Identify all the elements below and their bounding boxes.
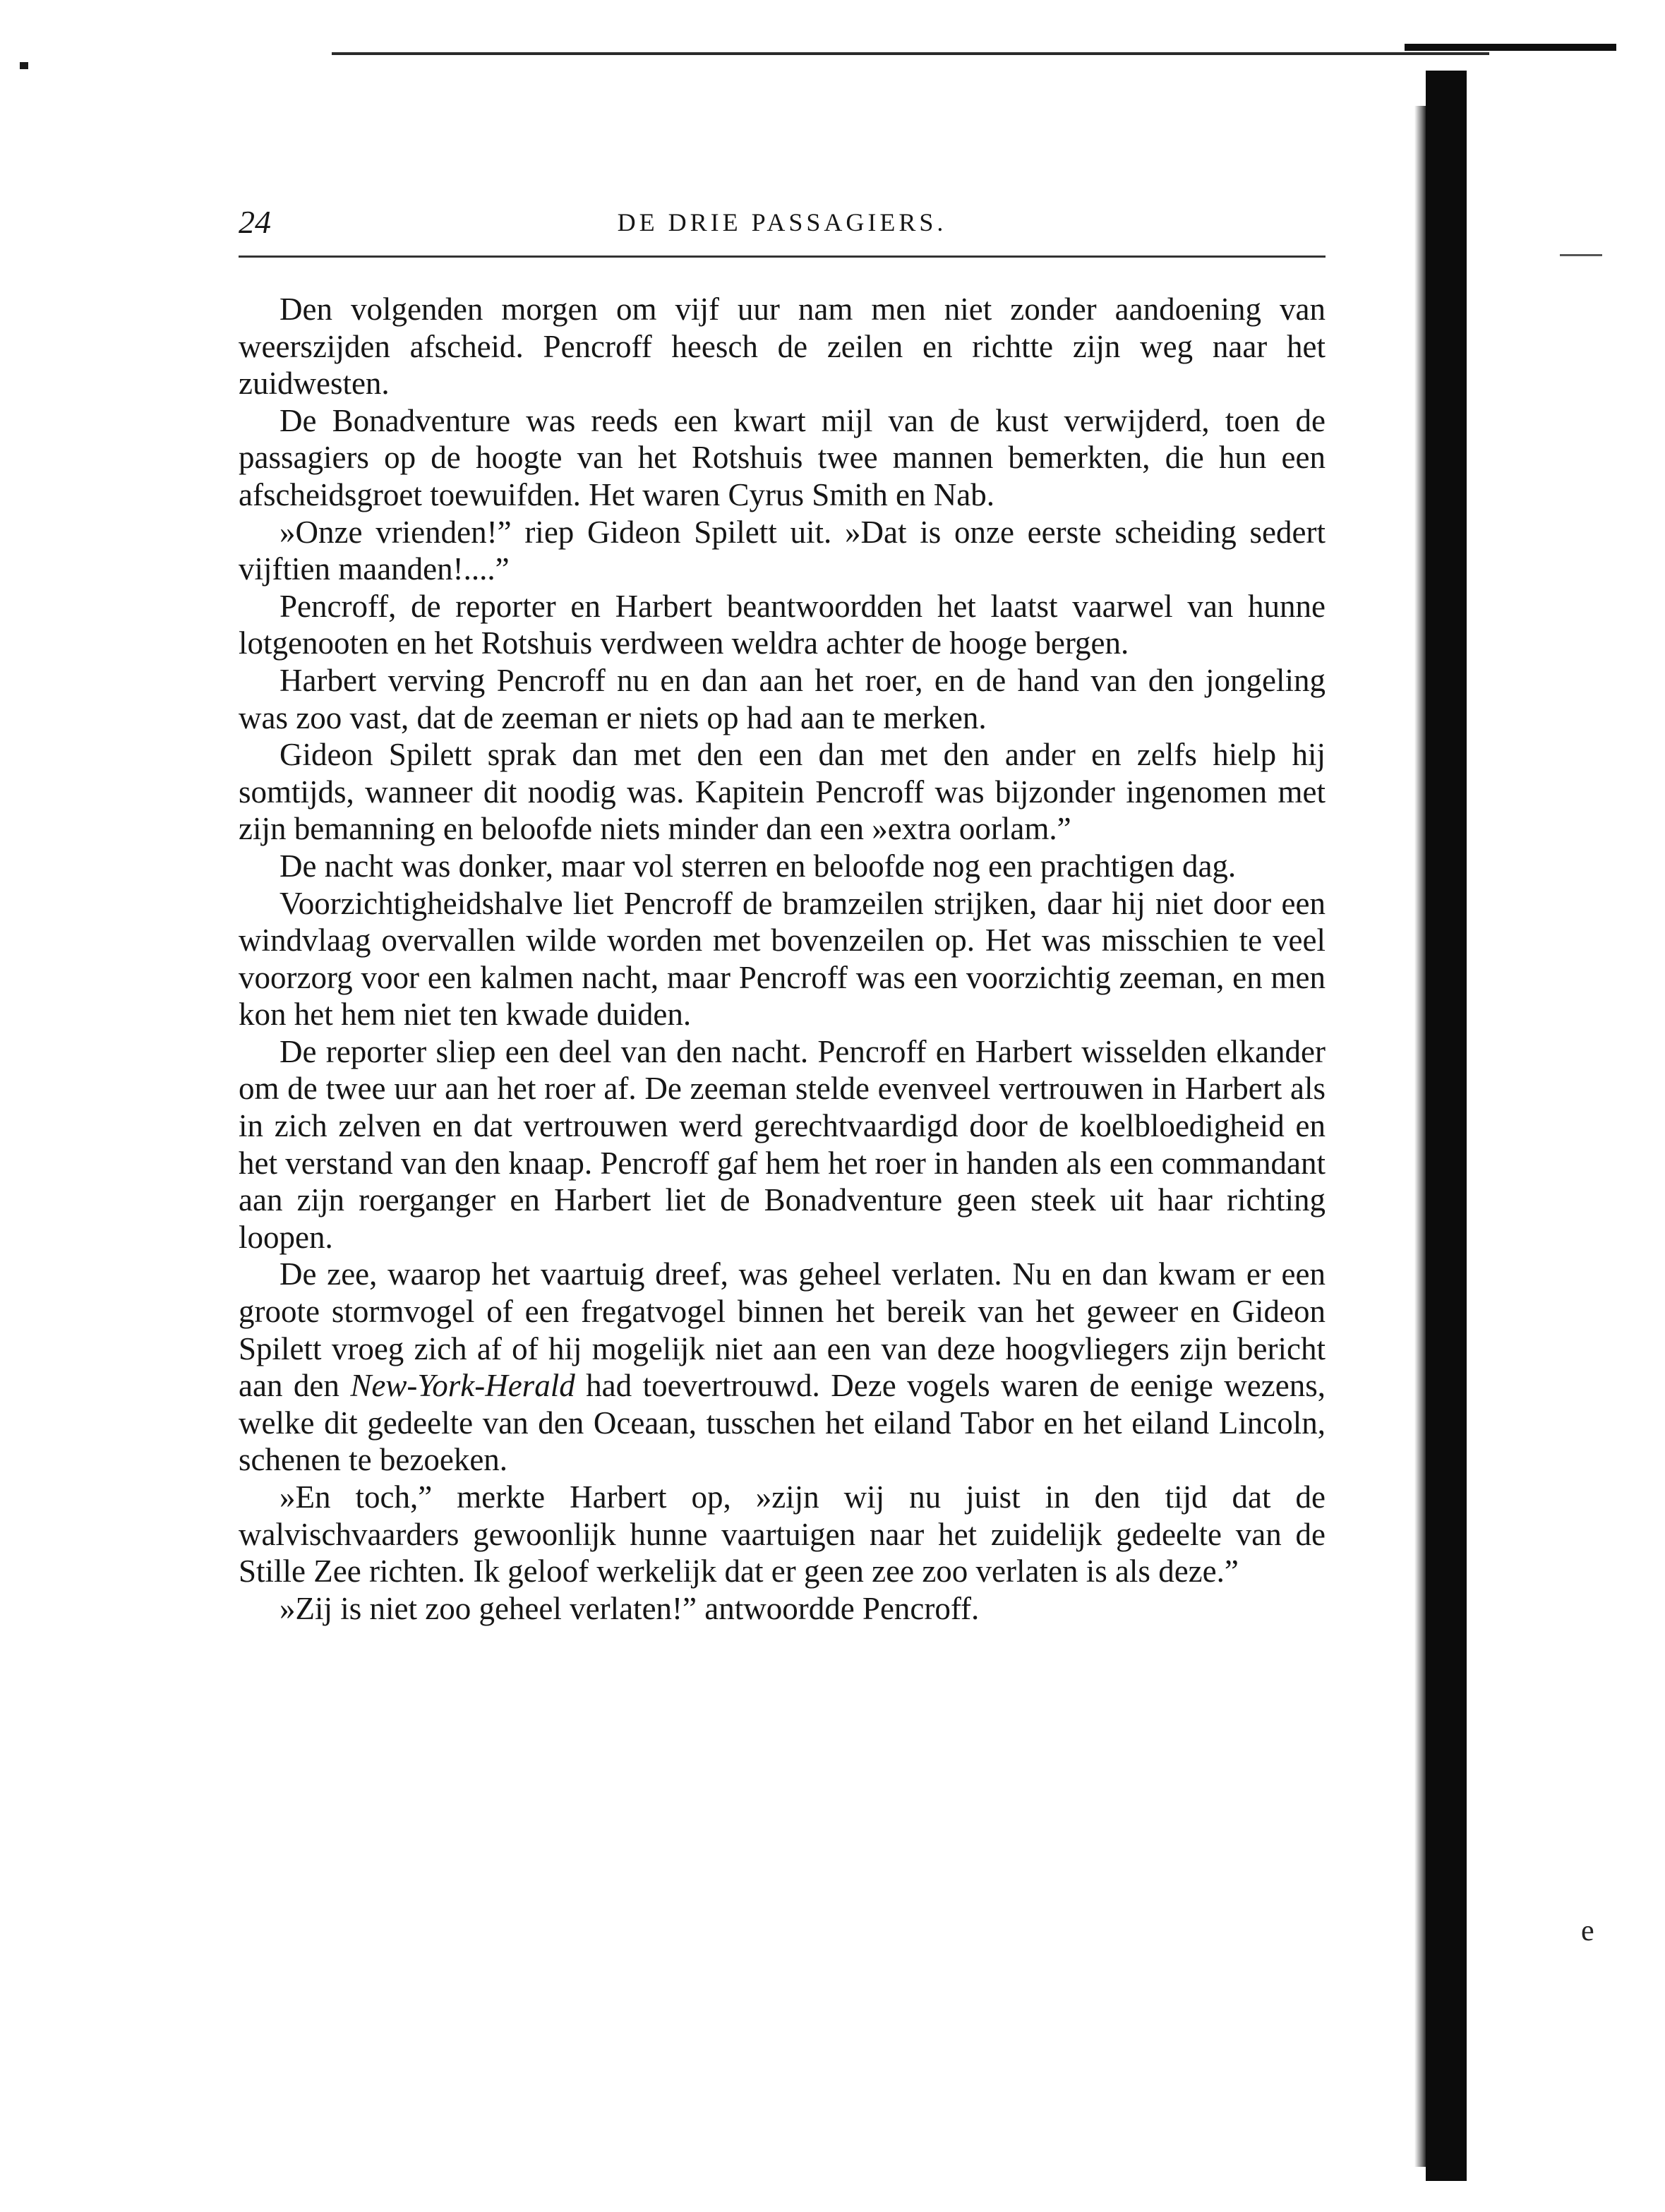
paragraph: Harbert verving Pencroff nu en dan aan het roer, en de hand van den jongeling was zoo vast, dat de zeeman er niets op had aan te merken. — [239, 662, 1326, 735]
paragraph: Den volgenden morgen om vijf uur nam men niet zonder aandoening van weerszijden afscheid. Pencroff heesch de zeilen en richtte zijn weg naar het zuidwesten. — [239, 291, 1326, 402]
paragraph: De nacht was donker, maar vol sterren en beloofde nog een prachtigen dag. — [279, 848, 1237, 884]
paragraph: »Zij is niet zoo geheel verlaten!” antwoordde Pencroff. — [279, 1590, 980, 1626]
body-text — [239, 291, 1326, 1627]
paragraph: Voorzichtigheidshalve liet Pencroff de bramzeilen strijken, daar hij niet door een windvlaag overvallen wilde worden met bovenzeilen op. Het was misschien te veel voorzorg voor een kalmen nacht, maar Pencroff was een voorzichtig zeeman, en men kon het hem niet ten kwade duiden. — [239, 885, 1326, 1033]
paragraph: De reporter sliep een deel van den nacht. Pencroff en Harbert wisselden elkander om de twee uur aan het roer af. De zeeman stelde evenveel vertrouwen in Harbert als in zich zelven en dat vertrouwen werd gerechtvaardigd door de koelbloedigheid en het verstand van den knaap. Pencroff gaf hem het roer in handen als een commandant aan zijn roerganger en Harbert liet de Bonadventure geen steek uit haar richting loopen. — [239, 1033, 1326, 1255]
adjacent-page-dash — [1560, 254, 1602, 256]
running-title: DE DRIE PASSAGIERS. — [617, 208, 947, 236]
scan-speck — [20, 62, 28, 69]
page-header — [239, 198, 1326, 247]
newspaper-title: New-York-Herald — [350, 1368, 575, 1404]
paragraph: »En toch,” merkte Harbert op, »zijn wij nu juist in den tijd dat de walvischvaarders gewoonlijk hunne vaartuigen naar het zuidelijk gedeelte van de Stille Zee richten. Ik geloof werkelijk dat er geen zee zoo verlaten is als deze.” — [239, 1479, 1326, 1589]
paragraph-text: had toevertrouwd. Deze vogels waren de eenige wezens, welke dit gedeelte van den Oceaan, tusschen het eiland Tabor en het eiland Lincoln, schenen te bezoeken. — [239, 1368, 1326, 1478]
paragraph: De Bonadventure was reeds een kwart mijl van de kust verwijderd, toen de passagiers op de hoogte van het Rotshuis twee mannen bemerkten, die hun een afscheidsgroet toewuifden. Het waren Cyrus Smith en Nab. — [239, 402, 1326, 512]
adjacent-page-letter: e — [1581, 1915, 1594, 1947]
header-rule — [239, 256, 1326, 258]
paragraph-text: De zee, waarop het vaartuig dreef, was geheel verlaten. Nu en dan kwam er een groote stormvogel of een fregatvogel binnen het bereik van het geweer en Gideon Spilett vroeg zich af of hij mogelijk niet aan een van deze hoogvliegers zijn bericht aan den — [239, 1256, 1326, 1404]
top-scan-rule — [332, 52, 1489, 55]
page-number: 24 — [239, 204, 271, 240]
paragraph — [239, 1256, 1326, 1479]
top-scan-rule-dark — [1405, 44, 1616, 51]
paragraph: »Onze vrienden!” riep Gideon Spilett uit. »Dat is onze eerste scheiding sedert vijftien maanden!....” — [239, 514, 1326, 587]
binding-bar — [1426, 71, 1467, 2181]
paragraph: Pencroff, de reporter en Harbert beantwoordden het laatst vaarwel van hunne lotgenooten en het Rotshuis verdween weldra achter de hooge bergen. — [239, 588, 1326, 661]
paragraph: Gideon Spilett sprak dan met den een dan met den ander en zelfs hielp hij somtijds, wanneer dit noodig was. Kapitein Pencroff was bijzonder ingenomen met zijn bemanning en beloofde niets minder dan een »extra oorlam.” — [239, 737, 1326, 847]
